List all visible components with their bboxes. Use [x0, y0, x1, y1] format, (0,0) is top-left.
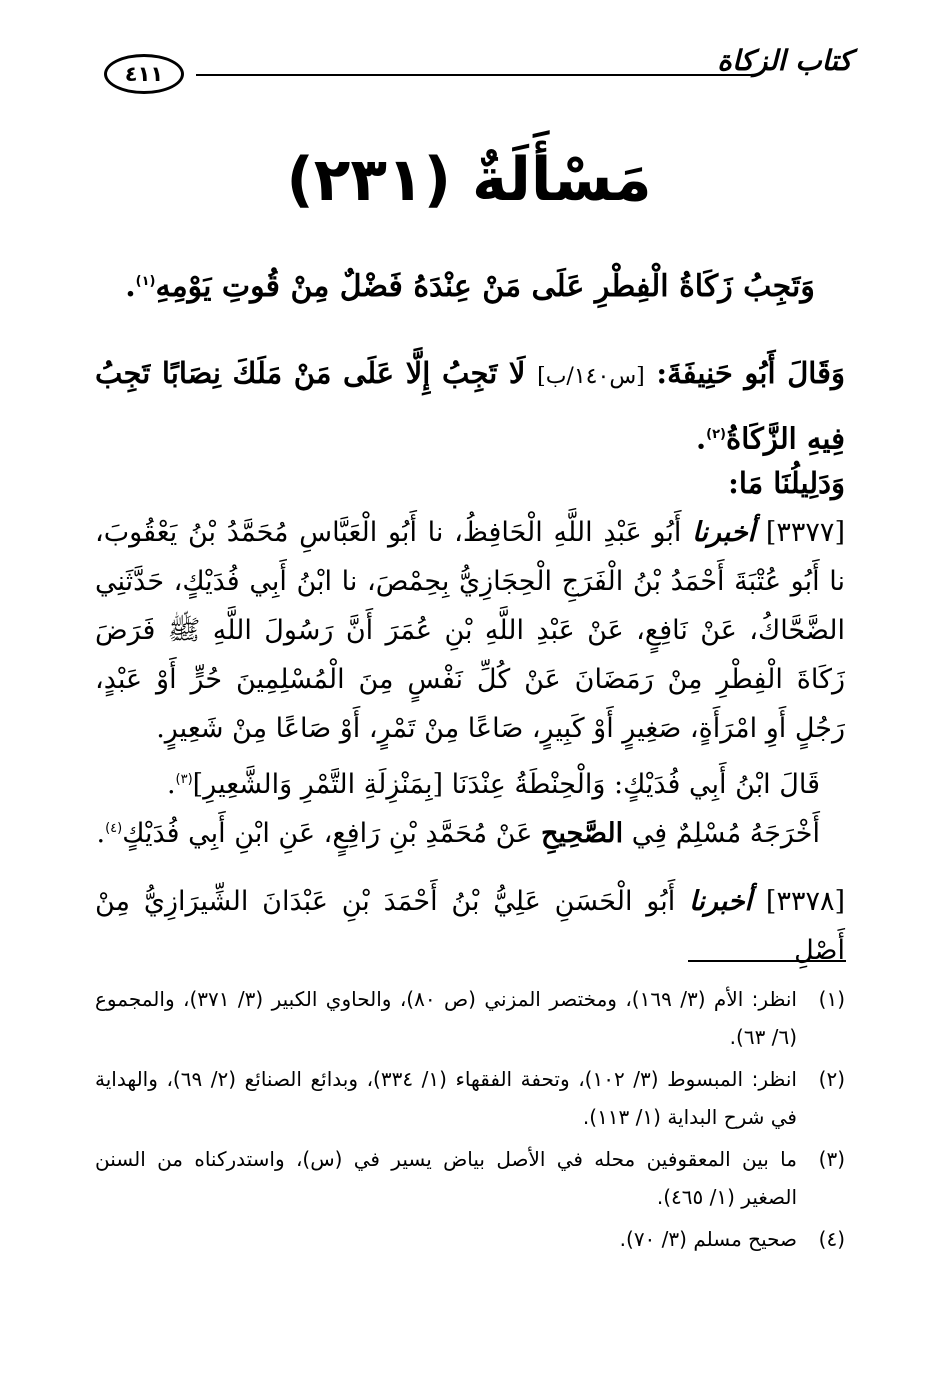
- qala-text: قَالَ ابْنُ أَبِي فُدَيْكٍ: وَالْحِنْطَةُ عِنْدَنَا [بِمَنْزِلَةِ التَّمْرِ وَالشَّعِيرِ]: [192, 769, 820, 800]
- footnote-number: (٢): [818, 1067, 845, 1091]
- evidence-intro: وَدَلِيلُنَا مَا:: [728, 466, 845, 500]
- book-title: كتاب الزكاة: [717, 44, 852, 77]
- footnote-number: (٤): [818, 1227, 845, 1251]
- abu-hanifa-lead: وَقَالَ أَبُو حَنِيفَةَ:: [656, 356, 845, 390]
- takhrij-before: أَخْرَجَهُ مُسْلِمٌ فِي: [631, 818, 820, 849]
- akhbarana-label: أخبرنا: [692, 517, 756, 548]
- footnote-ref-2: (٢): [706, 427, 726, 442]
- page-header: [100, 44, 852, 106]
- footnote-ref-3: (٣): [175, 772, 193, 787]
- manuscript-ref: [س١٤٠/ب]: [537, 364, 645, 389]
- abu-hanifa-end: .: [696, 421, 707, 456]
- qala-end: .: [166, 769, 176, 800]
- footnote-3: [95, 1140, 845, 1216]
- issue-text: وَتَجِبُ زَكَاةُ الْفِطْرِ عَلَى مَنْ عِنْدَهُ فَضْلٌ مِنْ قُوتِ يَوْمِهِ: [155, 269, 815, 304]
- hadith-number: [٣٣٧٨]: [765, 886, 845, 917]
- footnote-4: [95, 1220, 845, 1258]
- footnotes: [95, 980, 845, 1262]
- hadith-3377: [95, 508, 845, 753]
- ibn-abi-fudayk-statement: [95, 755, 845, 809]
- abu-hanifa-opinion: [95, 344, 845, 468]
- footnote-2: [95, 1060, 845, 1136]
- footnote-ref-1: (١): [135, 274, 156, 289]
- page-number: ٤١١: [104, 54, 184, 94]
- akhbarana-label: أخبرنا: [689, 886, 753, 917]
- hadith-number: [٣٣٧٧]: [765, 517, 845, 548]
- abu-hanifa-text: لَا تَجِبُ إِلَّا عَلَى مَنْ مَلَكَ نِصَابًا تَجِبُ فِيهِ الزَّكَاةُ: [95, 356, 845, 456]
- issue-end: .: [125, 269, 136, 304]
- footnote-number: (٣): [818, 1147, 845, 1171]
- hadith-text: أَبُو عَبْدِ اللَّهِ الْحَافِظُ، نا أَبُو الْعَبَّاسِ مُحَمَّدُ بْنُ يَعْقُوبَ، نا أَبُو عُتْبَةَ أَحْمَدُ بْنُ الْفَرَجِ الْحِجَازِيُّ بِحِمْصَ، نا ابْنُ أَبِي فُدَيْكٍ، حَدَّثَنِي الضَّحَّاكُ، عَنْ نَافِعٍ، عَنْ عَبْدِ اللَّهِ بْنِ عُمَرَ أَنَّ رَسُولَ اللَّهِ ﷺ فَرَضَ زَكَاةَ الْفِطْرِ مِنْ رَمَضَانَ عَنْ كُلِّ نَفْسٍ مِنَ الْمُسْلِمِينَ حُرٍّ أَوْ عَبْدٍ، رَجُلٍ أَوِ امْرَأَةٍ، صَغِيرٍ أَوْ كَبِيرٍ، صَاعًا مِنْ تَمْرٍ، أَوْ صَاعًا مِنْ شَعِيرٍ.: [95, 517, 845, 744]
- takhrij-after: عَنْ مُحَمَّدِ بْنِ رَافِعٍ، عَنِ ابْنِ أَبِي فُدَيْكٍ: [122, 818, 533, 849]
- masala-title: مَسْأَلَةٌ (٢٣١): [286, 145, 652, 215]
- footnote-text: انظر: الأم (٣/ ١٦٩)، ومختصر المزني (ص ٨٠)، والحاوي الكبير (٣/ ٣٧١)، والمجموع (٦/ ٦٣).: [95, 987, 797, 1049]
- footnote-text: ما بين المعقوفين محله في الأصل بياض يسير في (س)، واستدركناه من السنن الصغير (١/ ٤٦٥).: [95, 1147, 797, 1209]
- footnote-text: انظر: المبسوط (٣/ ١٠٢)، وتحفة الفقهاء (١/ ٣٣٤)، وبدائع الصنائع (٢/ ٦٩)، والهداية في شرح البداية (١/ ١١٣).: [95, 1067, 797, 1129]
- footnote-separator: [688, 960, 846, 962]
- footnote-text: صحيح مسلم (٣/ ٧٠).: [619, 1227, 797, 1251]
- takhrij-end: .: [96, 818, 106, 849]
- issue-statement: [95, 252, 845, 317]
- footnote-1: [95, 980, 845, 1056]
- hadith-text: أَبُو الْحَسَنِ عَلِيُّ بْنُ أَحْمَدَ بْنِ عَبْدَانَ الشِّيرَازِيُّ مِنْ أَصْلِ: [95, 886, 845, 966]
- footnote-number: (١): [818, 987, 845, 1011]
- header-rule: [196, 74, 754, 76]
- sahih-word: الصَّحِيحِ: [540, 818, 624, 849]
- footnote-ref-4: (٤): [105, 821, 123, 836]
- takhrij-statement: [95, 804, 845, 858]
